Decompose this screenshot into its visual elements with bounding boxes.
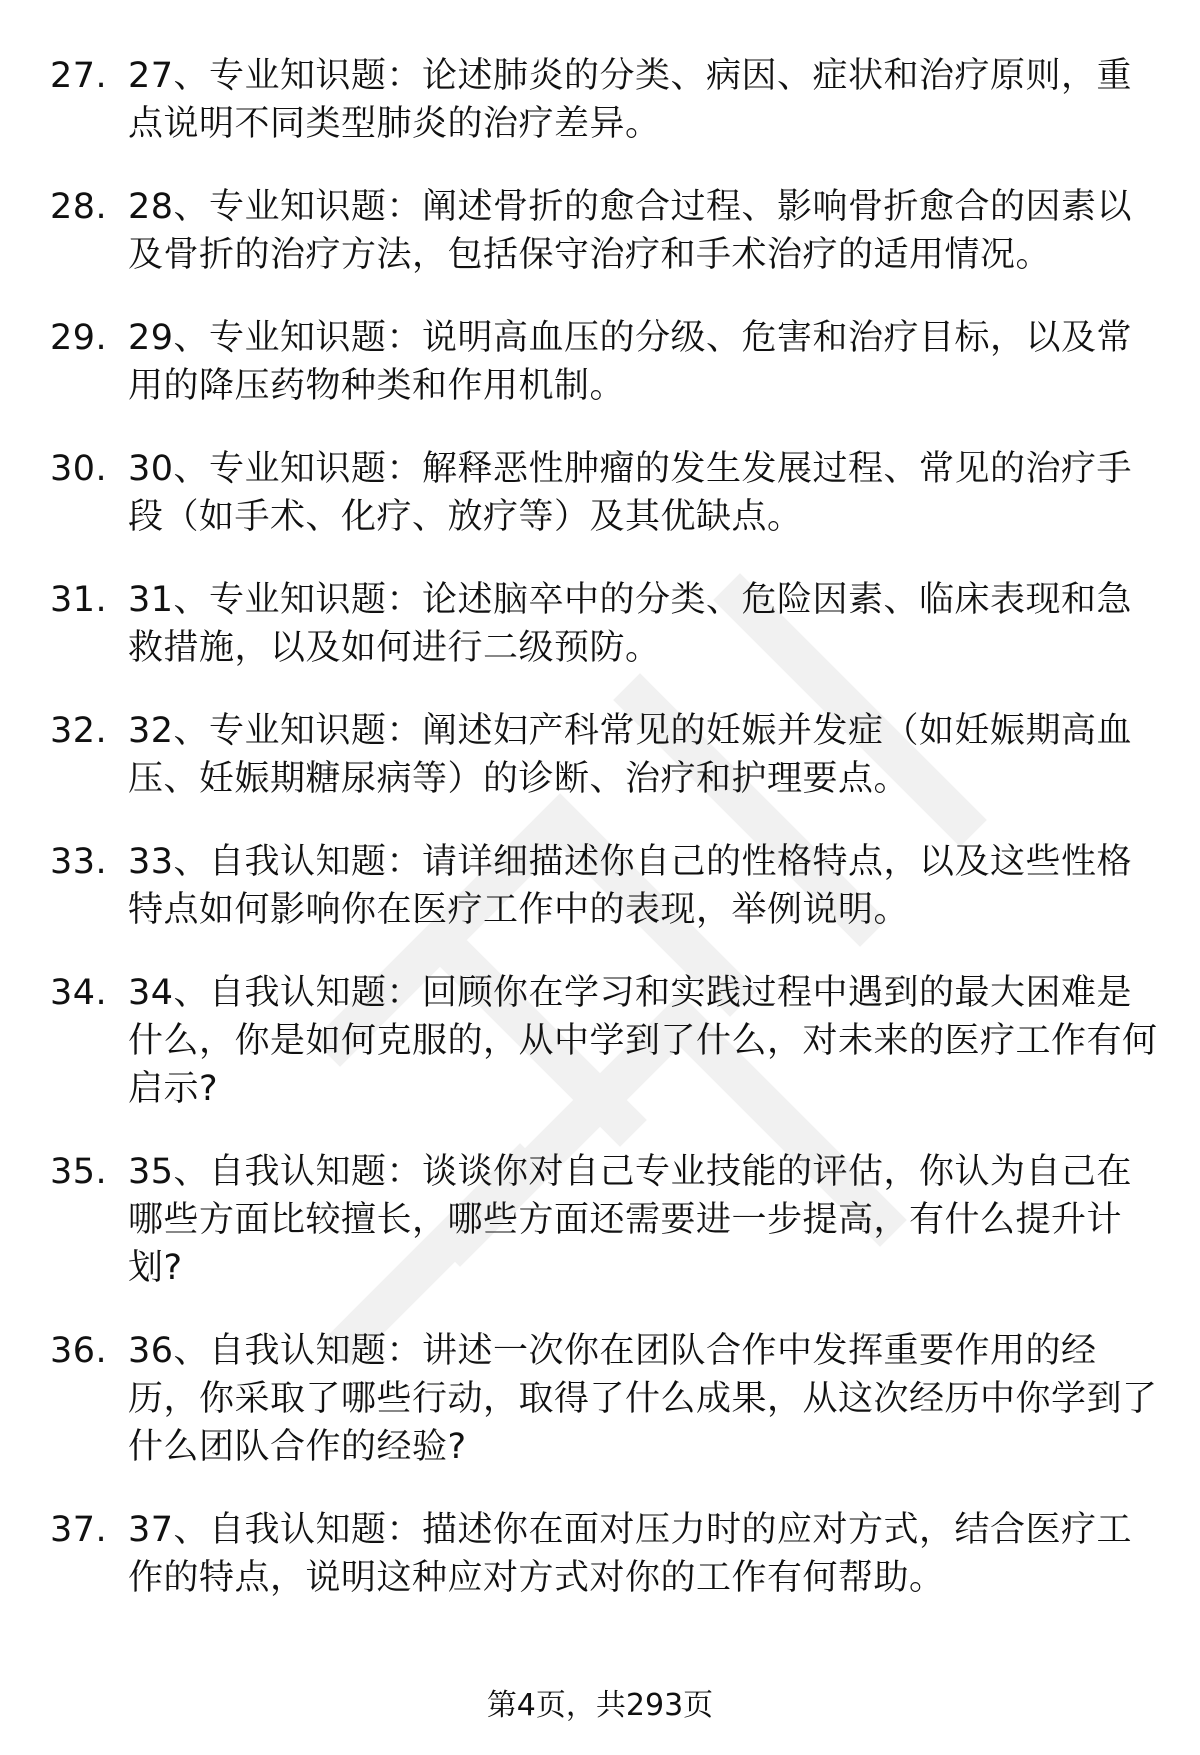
item-text: 28、专业知识题：阐述骨折的愈合过程、影响骨折愈合的因素以及骨折的治疗方法，包括保守治疗和手术治疗的适用情况。	[128, 187, 1133, 275]
list-item	[50, 838, 1160, 934]
item-text: 30、专业知识题：解释恶性肿瘤的发生发展过程、常见的治疗手段（如手术、化疗、放疗等）及其优缺点。	[128, 449, 1133, 537]
item-number: 29.	[50, 318, 108, 358]
list-item	[50, 707, 1160, 803]
item-text: 35、自我认知题：谈谈你对自己专业技能的评估，你认为自己在哪些方面比较擅长，哪些方面还需要进一步提高，有什么提升计划?	[128, 1152, 1133, 1288]
item-number: 28.	[50, 187, 108, 227]
item-text: 33、自我认知题：请详细描述你自己的性格特点，以及这些性格特点如何影响你在医疗工作中的表现，举例说明。	[128, 842, 1133, 930]
item-text: 29、专业知识题：说明高血压的分级、危害和治疗目标，以及常用的降压药物种类和作用机制。	[128, 318, 1133, 406]
item-number: 30.	[50, 449, 108, 489]
question-list	[50, 52, 1160, 1637]
item-text: 37、自我认知题：描述你在面对压力时的应对方式，结合医疗工作的特点，说明这种应对方式对你的工作有何帮助。	[128, 1510, 1133, 1598]
item-number: 31.	[50, 580, 108, 620]
list-item	[50, 1148, 1160, 1292]
item-number: 34.	[50, 973, 108, 1013]
item-number: 33.	[50, 842, 108, 882]
item-text: 27、专业知识题：论述肺炎的分类、病因、症状和治疗原则，重点说明不同类型肺炎的治疗差异。	[128, 56, 1133, 144]
item-text: 32、专业知识题：阐述妇产科常见的妊娠并发症（如妊娠期高血压、妊娠期糖尿病等）的诊断、治疗和护理要点。	[128, 711, 1133, 799]
list-item	[50, 1327, 1160, 1471]
list-item	[50, 576, 1160, 672]
item-text: 36、自我认知题：讲述一次你在团队合作中发挥重要作用的经历，你采取了哪些行动，取得了什么成果，从这次经历中你学到了什么团队合作的经验?	[128, 1331, 1158, 1467]
item-number: 36.	[50, 1331, 108, 1371]
item-number: 32.	[50, 711, 108, 751]
page-number-label: 第4页，共293页	[486, 1688, 714, 1723]
list-item	[50, 1506, 1160, 1602]
list-item	[50, 183, 1160, 279]
item-text: 34、自我认知题：回顾你在学习和实践过程中遇到的最大困难是什么，你是如何克服的，从中学到了什么，对未来的医疗工作有何启示?	[128, 973, 1158, 1109]
list-item	[50, 445, 1160, 541]
list-item	[50, 314, 1160, 410]
item-number: 27.	[50, 56, 108, 96]
item-number: 35.	[50, 1152, 108, 1192]
page-footer	[0, 1686, 1200, 1726]
list-item	[50, 969, 1160, 1113]
item-text: 31、专业知识题：论述脑卒中的分类、危险因素、临床表现和急救措施，以及如何进行二级预防。	[128, 580, 1133, 668]
item-number: 37.	[50, 1510, 108, 1550]
list-item	[50, 52, 1160, 148]
